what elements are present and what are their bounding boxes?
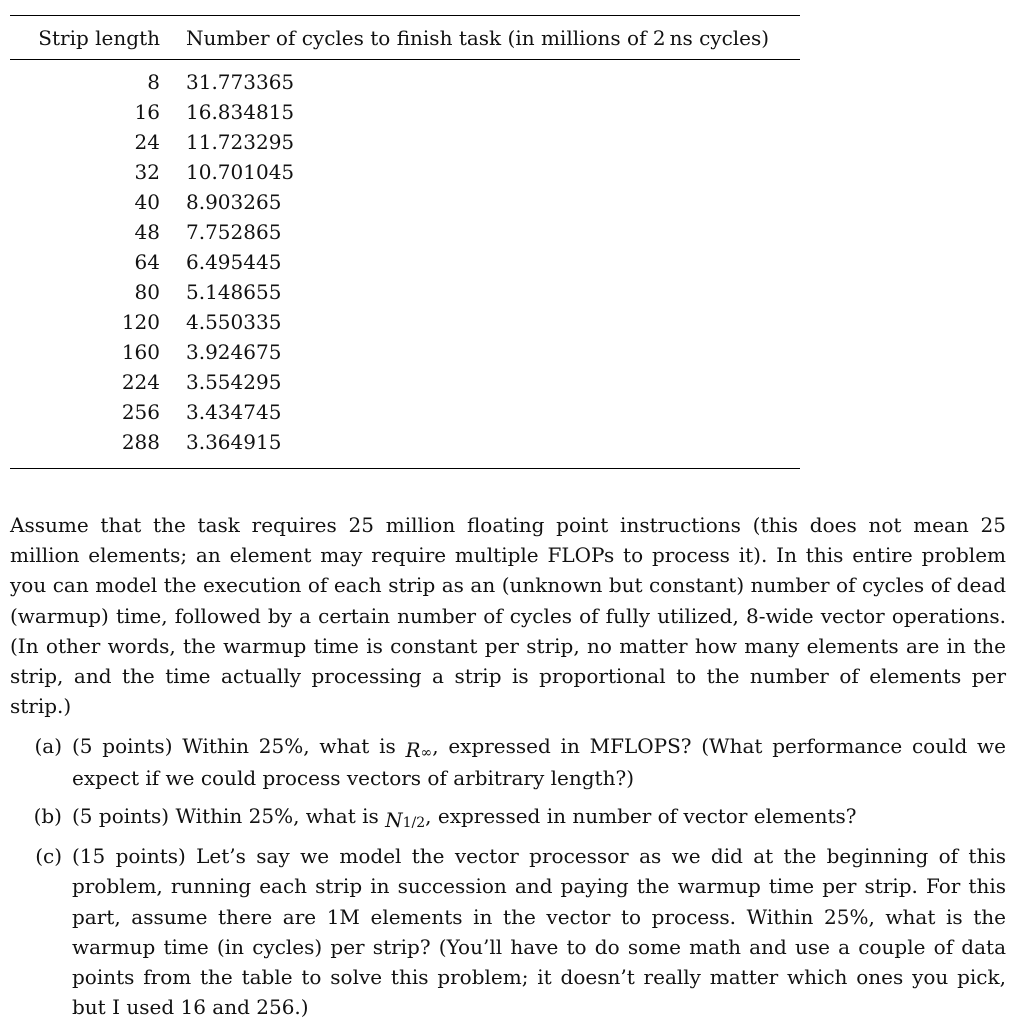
cycles-cell: 11.723295 [186,130,295,154]
strip-length-cell: 256 [121,400,160,424]
r-infinity-symbol: R∞ [405,738,433,762]
table-row [10,67,800,97]
cycles-cell: 8.903265 [186,190,282,214]
question-text-part: , expressed in number of vector elements? [425,804,857,829]
cycles-cell: 10.701045 [186,160,295,184]
question-text-part: , expressed in MFLOPS? (What performance could we expect if we could process vectors of arbitrary length?) [72,734,1006,790]
cycles-cell: 16.834815 [186,100,295,124]
question-list [10,731,1006,1030]
strip-length-cell: 288 [121,430,160,454]
table-header [10,16,800,60]
strip-length-cell: 80 [134,280,160,304]
cycles-cell: 31.773365 [186,70,295,94]
table-row [10,157,800,187]
question-label: (c) [35,844,62,869]
table-row [10,247,800,277]
question-item [10,801,1006,833]
strip-length-cell: 64 [134,250,160,274]
table-body [10,60,800,468]
header-cycles: Number of cycles to finish task (in millions of 2 ns cycles) [186,25,770,50]
strip-length-cell: 160 [121,340,160,364]
table-row [10,307,800,337]
cycles-cell: 6.495445 [186,250,282,274]
table-row [10,397,800,427]
question-text-part: (5 points) Within 25%, what is [72,804,386,829]
table-row [10,127,800,157]
question-item [10,731,1006,793]
cycles-cell: 3.554295 [186,370,282,394]
question-item [10,841,1006,1022]
table-row [10,277,800,307]
cycles-cell: 3.364915 [186,430,282,454]
question-text-part: (5 points) Within 25%, what is [72,734,406,758]
question-label: (b) [33,804,62,829]
strip-length-cell: 120 [121,310,160,334]
strip-length-cell: 40 [134,190,160,214]
strip-length-cell: 24 [134,130,160,154]
question-text [62,801,1006,833]
strip-length-cell: 224 [121,370,160,394]
cycles-cell: 3.924675 [186,340,282,364]
n-half-symbol: N1/2 [385,808,426,833]
question-text [62,841,1006,1022]
problem-description [10,510,1006,721]
header-strip-length: Strip length [38,25,160,50]
table-row [10,217,800,247]
strip-length-cell: 8 [147,70,160,94]
table-row [10,337,800,367]
table-row [10,187,800,217]
table-row [10,367,800,397]
question-text [62,731,1006,793]
cycles-table [10,15,800,469]
table-row [10,427,800,457]
paragraph-text: Assume that the task requires 25 million floating point instructions (this does not mean 25 million elements; an element may require multiple FLOPs to process it). In this entire problem you can model the execution of each strip as an (unknown but constant) number of cycles of dead (warmup) time, followed by a certain number of cycles of fully utilized, 8-wide vector operations. (In other words, the warmup time is constant per strip, no matter how many elements are in the strip, and the time actually processing a strip is proportional to the number of elements per strip.) [10,513,1006,719]
strip-length-cell: 32 [134,160,160,184]
strip-length-cell: 16 [134,100,160,124]
cycles-cell: 5.148655 [186,280,282,304]
strip-length-cell: 48 [134,220,160,244]
question-text-part: (15 points) Let’s say we model the vector processor as we did at the beginning of this problem, running each strip in succession and paying the warmup time per strip. For this part, assume there are 1M elements in the vector to process. Within 25%, what is the warmup time (in cycles) per strip? (You’ll have to do some math and use a couple of data points from the table to solve this problem; it doesn’t really matter which ones you pick, but I used 16 and 256.) [72,844,1006,1020]
cycles-cell: 4.550335 [186,310,282,334]
table-row [10,97,800,127]
question-label: (a) [34,734,62,758]
cycles-cell: 7.752865 [186,220,282,244]
cycles-cell: 3.434745 [186,400,282,424]
